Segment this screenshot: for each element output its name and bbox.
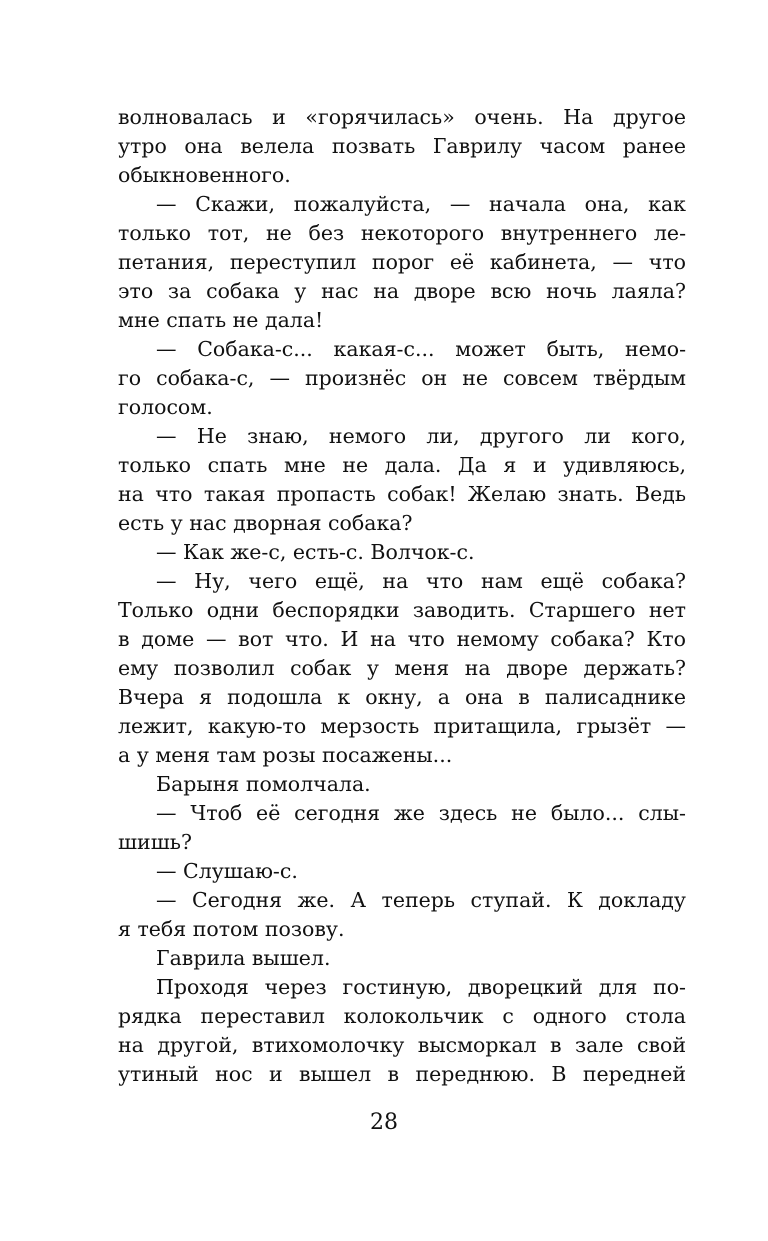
text-line: — Слушаю-с.	[156, 859, 298, 883]
text-line: ему позволил собак у меня на дворе держать?	[118, 656, 686, 680]
text-line: петания, переступил порог её кабинета, — что	[118, 250, 686, 274]
text-line: на другой, втихомолочку высморкал в зале свой	[118, 1033, 686, 1057]
text-line: — Скажи, пожалуйста, — начала она, как	[156, 192, 686, 216]
text-line: Проходя через гостиную, дворецкий для по-	[156, 975, 686, 999]
text-line: утро она велела позвать Гаврилу часом ранее	[118, 134, 686, 158]
text-line: мне спать не дала!	[118, 308, 324, 332]
text-line: — Собака-с... какая-с... может быть, немо-	[156, 337, 686, 361]
text-line: шишь?	[118, 830, 192, 854]
text-line: в доме — вот что. И на что немому собака? Кто	[118, 627, 686, 651]
text-line: — Не знаю, немого ли, другого ли кого,	[156, 424, 686, 448]
text-line: лежит, какую-то мерзость притащила, грызёт —	[118, 714, 686, 738]
text-line: Барыня помолчала.	[156, 772, 371, 796]
text-line: Только одни беспорядки заводить. Старшего нет	[118, 598, 686, 622]
text-line: го собака-с, — произнёс он не совсем твёрдым	[118, 366, 686, 390]
text-line: Вчера я подошла к окну, а она в палисаднике	[118, 685, 686, 709]
text-line: я тебя потом позову.	[118, 917, 345, 941]
text-line: Гаврила вышел.	[156, 946, 331, 970]
page-number: 28	[370, 1110, 398, 1135]
text-line: только тот, не без некоторого внутреннего ле-	[118, 221, 686, 245]
text-line: — Чтоб её сегодня же здесь не было... слы-	[156, 801, 686, 825]
text-line: только спать мне не дала. Да я и удивляюсь,	[118, 453, 686, 477]
text-line: — Ну, чего ещё, на что нам ещё собака?	[156, 569, 686, 593]
text-line: есть у нас дворная собака?	[118, 511, 413, 535]
text-line: обыкновенного.	[118, 163, 291, 187]
text-line: волновалась и «горячилась» очень. На другое	[118, 105, 686, 129]
text-line: — Как же-с, есть-с. Волчок-с.	[156, 540, 475, 564]
text-line: рядка переставил колокольчик с одного стола	[118, 1004, 686, 1028]
text-line: это за собака у нас на дворе всю ночь лаяла?	[118, 279, 686, 303]
book-page-text	[118, 103, 686, 1089]
text-line: утиный нос и вышел в переднюю. В передней	[118, 1062, 686, 1086]
text-line: а у меня там розы посажены...	[118, 743, 453, 767]
text-line: голосом.	[118, 395, 213, 419]
text-line: — Сегодня же. А теперь ступай. К докладу	[156, 888, 686, 912]
text-line: на что такая пропасть собак! Желаю знать. Ведь	[118, 482, 686, 506]
